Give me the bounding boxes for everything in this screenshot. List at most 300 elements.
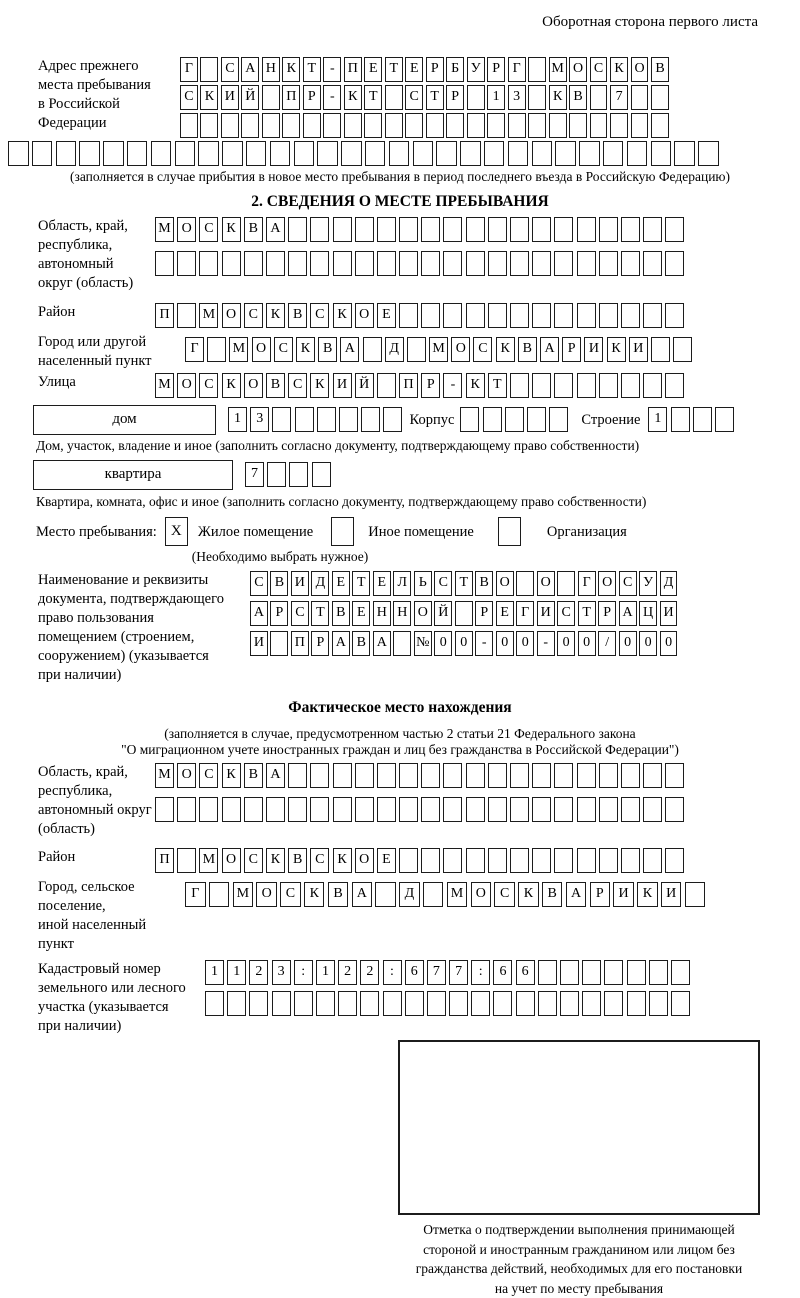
char-cell[interactable]: В [518,337,537,362]
char-cell[interactable]: И [613,882,634,907]
char-cell[interactable]: О [222,303,241,328]
char-cell[interactable] [538,960,557,985]
char-cell[interactable]: : [294,960,313,985]
char-cell[interactable] [333,763,352,788]
char-cell[interactable]: В [244,217,263,242]
char-cell[interactable]: № [414,631,432,656]
char-cell[interactable]: Т [455,571,473,596]
char-cell[interactable]: М [233,882,254,907]
char-cell[interactable] [508,141,529,166]
char-cell[interactable]: К [200,85,218,110]
char-cell[interactable] [355,797,374,822]
char-cell[interactable] [627,141,648,166]
char-cell[interactable] [207,337,226,362]
char-cell[interactable]: О [244,373,263,398]
char-cell[interactable] [604,991,623,1016]
char-cell[interactable]: М [549,57,567,82]
char-cell[interactable]: Т [311,601,329,626]
char-cell[interactable] [510,217,529,242]
char-cell[interactable] [554,303,573,328]
char-cell[interactable] [294,141,315,166]
char-cell[interactable] [528,85,546,110]
char-cell[interactable] [532,763,551,788]
char-cell[interactable] [621,373,640,398]
char-cell[interactable]: О [471,882,492,907]
char-cell[interactable] [405,113,423,138]
char-cell[interactable]: Г [578,571,596,596]
char-cell[interactable] [312,462,331,487]
checkbox-organizatsiya[interactable] [498,517,521,546]
char-cell[interactable] [460,141,481,166]
char-cell[interactable]: 7 [427,960,446,985]
char-cell[interactable]: Т [488,373,507,398]
char-cell[interactable]: А [340,337,359,362]
char-cell[interactable]: С [310,848,329,873]
char-cell[interactable] [127,141,148,166]
char-cell[interactable]: К [333,848,352,873]
char-cell[interactable] [405,991,424,1016]
char-cell[interactable]: П [282,85,300,110]
char-cell[interactable] [466,848,485,873]
char-cell[interactable]: А [266,763,285,788]
char-cell[interactable] [649,991,668,1016]
char-cell[interactable] [488,217,507,242]
char-cell[interactable] [385,113,403,138]
char-cell[interactable] [310,763,329,788]
char-cell[interactable] [317,407,336,432]
char-cell[interactable] [222,141,243,166]
char-cell[interactable] [443,797,462,822]
char-cell[interactable]: Д [311,571,329,596]
char-cell[interactable]: С [291,601,309,626]
char-cell[interactable] [599,797,618,822]
char-cell[interactable]: 0 [434,631,452,656]
char-cell[interactable]: С [494,882,515,907]
char-cell[interactable] [466,797,485,822]
char-cell[interactable]: П [344,57,362,82]
char-cell[interactable] [205,991,224,1016]
char-cell[interactable] [282,113,300,138]
char-cell[interactable] [377,797,396,822]
char-cell[interactable]: О [355,303,374,328]
char-cell[interactable] [449,991,468,1016]
char-cell[interactable]: Г [180,57,198,82]
char-cell[interactable]: В [569,85,587,110]
char-cell[interactable] [466,303,485,328]
char-cell[interactable] [103,141,124,166]
char-cell[interactable]: К [518,882,539,907]
char-cell[interactable]: С [244,848,263,873]
char-cell[interactable]: К [549,85,567,110]
char-cell[interactable] [8,141,29,166]
char-cell[interactable]: А [566,882,587,907]
char-cell[interactable]: - [443,373,462,398]
char-cell[interactable]: Н [373,601,391,626]
char-cell[interactable] [665,251,684,276]
char-cell[interactable] [527,407,546,432]
char-cell[interactable] [516,571,534,596]
char-cell[interactable] [426,113,444,138]
char-cell[interactable] [421,848,440,873]
char-cell[interactable] [510,848,529,873]
char-cell[interactable]: И [291,571,309,596]
char-cell[interactable]: 0 [496,631,514,656]
char-cell[interactable]: Е [352,601,370,626]
char-cell[interactable] [303,113,321,138]
char-cell[interactable] [427,991,446,1016]
char-cell[interactable] [361,407,380,432]
char-cell[interactable]: В [651,57,669,82]
char-cell[interactable]: П [155,303,174,328]
char-cell[interactable] [621,797,640,822]
char-cell[interactable] [590,85,608,110]
char-cell[interactable] [698,141,719,166]
char-cell[interactable] [599,251,618,276]
char-cell[interactable] [316,991,335,1016]
char-cell[interactable] [599,217,618,242]
char-cell[interactable]: Р [446,85,464,110]
char-cell[interactable] [155,797,174,822]
char-cell[interactable] [399,303,418,328]
char-cell[interactable]: 1 [228,407,247,432]
char-cell[interactable] [582,991,601,1016]
char-cell[interactable] [671,407,690,432]
char-cell[interactable]: С [405,85,423,110]
char-cell[interactable]: П [291,631,309,656]
char-cell[interactable] [516,991,535,1016]
char-cell[interactable] [621,303,640,328]
char-cell[interactable]: К [282,57,300,82]
char-cell[interactable] [295,407,314,432]
char-cell[interactable]: О [177,373,196,398]
char-cell[interactable] [532,373,551,398]
char-cell[interactable] [288,217,307,242]
char-cell[interactable]: К [637,882,658,907]
char-cell[interactable]: К [222,217,241,242]
char-cell[interactable] [421,303,440,328]
char-cell[interactable] [180,113,198,138]
char-cell[interactable]: Н [393,601,411,626]
char-cell[interactable] [56,141,77,166]
char-cell[interactable]: Е [364,57,382,82]
char-cell[interactable]: С [310,303,329,328]
char-cell[interactable] [222,797,241,822]
char-cell[interactable]: М [199,848,218,873]
char-cell[interactable] [399,763,418,788]
char-cell[interactable] [177,303,196,328]
char-cell[interactable] [643,251,662,276]
char-cell[interactable]: Н [262,57,280,82]
char-cell[interactable]: А [373,631,391,656]
char-cell[interactable] [270,141,291,166]
char-cell[interactable] [294,991,313,1016]
char-cell[interactable] [643,797,662,822]
char-cell[interactable] [577,763,596,788]
char-cell[interactable]: 0 [455,631,473,656]
char-cell[interactable] [227,991,246,1016]
char-cell[interactable]: Т [364,85,382,110]
char-cell[interactable] [554,797,573,822]
char-cell[interactable] [651,141,672,166]
char-cell[interactable]: И [333,373,352,398]
char-cell[interactable] [317,141,338,166]
char-cell[interactable]: Ь [414,571,432,596]
char-cell[interactable]: В [328,882,349,907]
char-cell[interactable]: В [475,571,493,596]
char-cell[interactable]: 0 [578,631,596,656]
char-cell[interactable] [643,303,662,328]
char-cell[interactable] [339,407,358,432]
char-cell[interactable] [508,113,526,138]
char-cell[interactable]: П [399,373,418,398]
char-cell[interactable] [582,960,601,985]
char-cell[interactable] [177,797,196,822]
char-cell[interactable]: К [266,303,285,328]
char-cell[interactable] [471,991,490,1016]
char-cell[interactable]: О [414,601,432,626]
char-cell[interactable] [288,763,307,788]
char-cell[interactable] [621,763,640,788]
char-cell[interactable] [341,141,362,166]
char-cell[interactable] [554,848,573,873]
char-cell[interactable] [604,960,623,985]
char-cell[interactable]: О [537,571,555,596]
char-cell[interactable]: К [310,373,329,398]
char-cell[interactable] [393,631,411,656]
char-cell[interactable] [246,141,267,166]
char-cell[interactable] [671,960,690,985]
char-cell[interactable]: У [639,571,657,596]
char-cell[interactable] [505,407,524,432]
char-cell[interactable] [532,797,551,822]
char-cell[interactable] [510,763,529,788]
char-cell[interactable]: С [244,303,263,328]
char-cell[interactable] [262,85,280,110]
char-cell[interactable]: К [333,303,352,328]
char-cell[interactable]: К [296,337,315,362]
char-cell[interactable] [577,217,596,242]
char-cell[interactable] [599,303,618,328]
char-cell[interactable]: М [447,882,468,907]
char-cell[interactable]: А [619,601,637,626]
char-cell[interactable]: С [250,571,268,596]
char-cell[interactable]: И [629,337,648,362]
char-cell[interactable]: 1 [487,85,505,110]
char-cell[interactable] [532,217,551,242]
char-cell[interactable]: Д [385,337,404,362]
char-cell[interactable] [627,991,646,1016]
char-cell[interactable] [631,85,649,110]
char-cell[interactable] [383,991,402,1016]
char-cell[interactable]: А [540,337,559,362]
char-cell[interactable]: С [199,763,218,788]
char-cell[interactable]: Р [487,57,505,82]
char-cell[interactable] [532,251,551,276]
char-cell[interactable]: О [496,571,514,596]
char-cell[interactable] [241,113,259,138]
char-cell[interactable]: 0 [557,631,575,656]
char-cell[interactable] [483,407,502,432]
char-cell[interactable] [364,113,382,138]
char-cell[interactable]: 1 [648,407,667,432]
char-cell[interactable] [363,337,382,362]
char-cell[interactable] [621,217,640,242]
char-cell[interactable]: 6 [493,960,512,985]
char-cell[interactable] [244,251,263,276]
char-cell[interactable]: - [475,631,493,656]
char-cell[interactable] [649,960,668,985]
char-cell[interactable] [272,407,291,432]
char-cell[interactable] [643,763,662,788]
char-cell[interactable] [177,251,196,276]
char-cell[interactable] [262,113,280,138]
char-cell[interactable] [333,797,352,822]
char-cell[interactable]: - [537,631,555,656]
char-cell[interactable] [360,991,379,1016]
char-cell[interactable]: Р [421,373,440,398]
char-cell[interactable]: 3 [272,960,291,985]
char-cell[interactable] [333,251,352,276]
char-cell[interactable] [199,797,218,822]
char-cell[interactable]: : [383,960,402,985]
char-cell[interactable] [577,251,596,276]
char-cell[interactable]: Т [385,57,403,82]
char-cell[interactable]: Й [434,601,452,626]
char-cell[interactable] [443,217,462,242]
char-cell[interactable]: А [332,631,350,656]
char-cell[interactable] [443,848,462,873]
char-cell[interactable]: 6 [516,960,535,985]
char-cell[interactable] [577,303,596,328]
char-cell[interactable] [554,373,573,398]
char-cell[interactable]: И [250,631,268,656]
char-cell[interactable] [532,848,551,873]
char-cell[interactable] [399,251,418,276]
char-cell[interactable] [355,763,374,788]
char-cell[interactable] [651,337,670,362]
char-cell[interactable] [569,113,587,138]
char-cell[interactable]: О [569,57,587,82]
char-cell[interactable] [554,217,573,242]
char-cell[interactable] [423,882,444,907]
char-cell[interactable]: Г [185,337,204,362]
char-cell[interactable] [467,113,485,138]
char-cell[interactable] [665,217,684,242]
char-cell[interactable] [484,141,505,166]
char-cell[interactable]: С [473,337,492,362]
checkbox-inoe[interactable] [331,517,354,546]
char-cell[interactable] [665,797,684,822]
char-cell[interactable] [560,960,579,985]
char-cell[interactable]: С [434,571,452,596]
char-cell[interactable]: В [542,882,563,907]
char-cell[interactable] [266,797,285,822]
char-cell[interactable] [603,141,624,166]
char-cell[interactable] [671,991,690,1016]
char-cell[interactable]: 1 [227,960,246,985]
char-cell[interactable] [289,462,308,487]
char-cell[interactable]: Г [185,882,206,907]
char-cell[interactable]: В [288,303,307,328]
char-cell[interactable] [693,407,712,432]
char-cell[interactable]: О [631,57,649,82]
char-cell[interactable] [389,141,410,166]
char-cell[interactable] [621,251,640,276]
char-cell[interactable] [510,373,529,398]
char-cell[interactable] [32,141,53,166]
char-cell[interactable] [399,848,418,873]
char-cell[interactable]: Р [598,601,616,626]
char-cell[interactable]: О [177,217,196,242]
char-cell[interactable] [443,303,462,328]
char-cell[interactable] [510,251,529,276]
char-cell[interactable] [266,251,285,276]
char-cell[interactable]: К [222,763,241,788]
char-cell[interactable] [631,113,649,138]
char-cell[interactable] [621,848,640,873]
char-cell[interactable] [443,763,462,788]
char-cell[interactable]: К [466,373,485,398]
char-cell[interactable] [643,373,662,398]
char-cell[interactable]: М [155,217,174,242]
char-cell[interactable] [421,763,440,788]
char-cell[interactable]: Т [578,601,596,626]
char-cell[interactable]: 3 [250,407,269,432]
char-cell[interactable] [270,631,288,656]
char-cell[interactable]: 7 [449,960,468,985]
char-cell[interactable] [310,797,329,822]
char-cell[interactable] [549,407,568,432]
char-cell[interactable] [244,797,263,822]
char-cell[interactable]: Й [355,373,374,398]
char-cell[interactable]: 2 [338,960,357,985]
char-cell[interactable]: О [222,848,241,873]
char-cell[interactable] [488,848,507,873]
char-cell[interactable]: 2 [360,960,379,985]
char-cell[interactable] [579,141,600,166]
char-cell[interactable]: Г [508,57,526,82]
char-cell[interactable]: Т [352,571,370,596]
char-cell[interactable]: С [619,571,637,596]
char-cell[interactable]: В [266,373,285,398]
char-cell[interactable] [344,113,362,138]
char-cell[interactable] [460,407,479,432]
char-cell[interactable] [665,763,684,788]
char-cell[interactable]: И [537,601,555,626]
char-cell[interactable]: О [451,337,470,362]
char-cell[interactable]: 0 [660,631,678,656]
char-cell[interactable]: В [318,337,337,362]
char-cell[interactable]: Д [399,882,420,907]
char-cell[interactable] [528,113,546,138]
char-cell[interactable] [590,113,608,138]
char-cell[interactable]: / [598,631,616,656]
char-cell[interactable]: Г [516,601,534,626]
char-cell[interactable]: - [323,57,341,82]
char-cell[interactable]: О [256,882,277,907]
char-cell[interactable]: С [180,85,198,110]
char-cell[interactable]: С [557,601,575,626]
char-cell[interactable] [377,763,396,788]
char-cell[interactable]: К [266,848,285,873]
char-cell[interactable] [151,141,172,166]
char-cell[interactable]: К [496,337,515,362]
char-cell[interactable] [267,462,286,487]
char-cell[interactable]: К [344,85,362,110]
char-cell[interactable]: А [250,601,268,626]
char-cell[interactable]: 0 [639,631,657,656]
char-cell[interactable]: А [266,217,285,242]
